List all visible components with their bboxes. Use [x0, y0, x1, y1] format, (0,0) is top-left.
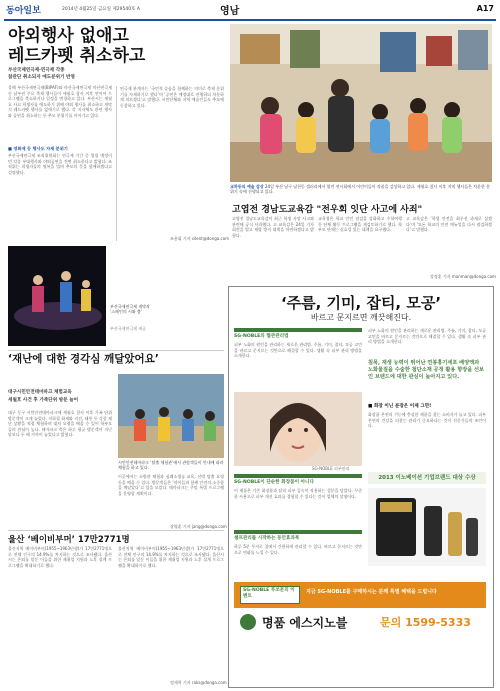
header-rule — [4, 19, 496, 21]
article1-body-b: 부산국제연극제 조직위원회는 연극제 기간 중 열릴 예정이던 각종 부대행사와 야외공연을 전면 취소한다고 밝혔다. 조직위는 희생자들의 명복을 빌며 추모의 뜻을 함께하겠다고 설명했다. — [8, 153, 112, 175]
article2-body-c: 고 교육감은 ‘학생 안전을 최우선 과제로 삼겠다’며 ‘모든 학교의 안전 매뉴얼을 다시 점검하겠다’고 말했다. — [406, 216, 492, 233]
ad-right-box2-body: 화장품 본연의 기능에 충실한 제품을 찾는 소비자가 늘고 있다. 피부 본연의 건강을 되찾는 관리가 중요하다는 것이 전문가들의 조언이다. — [368, 412, 486, 429]
photo-kids-art-gallery-image — [230, 24, 492, 182]
article4-body: 울산지역 베이비부머(1955∼1963년생)가 17만2771명으로 전체 인구의 14.9%를 차지하는 것으로 조사됐다. 울산시는 은퇴를 앞둔 이들을 위한 재취업 지원과 노후 설계 프로그램을 확대하기로 했다. — [8, 546, 112, 568]
photo2-credit: 부산국제연극제 제공 — [110, 326, 147, 331]
photo2-caption: 부산국제연극제 개막작 ‘스페인의 시와 춤’ — [110, 304, 150, 315]
article1-body-c: 연극제 관계자는 ‘국민적 슬픔을 함께하는 의미로 축제 분위기를 자제하기로 했다’며 ‘공연은 예정대로 진행하되 차분하게 치르겠다’고 말했다. 시민단체와 지역 예술인들도 추모에 동참하고 있다. — [120, 86, 224, 108]
ad-award: 2013 이노베이션 기업브랜드 대상 수상 — [368, 472, 486, 484]
ad-box2-body: 이 제품은 기존 화장품과 달리 피부 깊숙이 작용하는 성분을 담았다. 꾸준한 사용으로 피부 개선 효과를 경험할 수 있다는 것이 업체의 설명이다. — [234, 488, 362, 499]
article1-headline — [8, 26, 145, 66]
article3-reporter: 장영훈 기자 jang@donga.com — [170, 524, 227, 529]
photo-theater-performance — [8, 246, 106, 346]
photo1-caption — [230, 184, 492, 196]
ad-coupon-text: 지금 SG-NOBLE를 구매하시는 분께 특별 혜택을 드립니다 — [306, 589, 437, 595]
article3-body-b: 이곳에서는 소방관 체험과 심폐소생술 교육, 선박 탈출 요령 등을 배울 수 있다. 방문객들은 ‘아이들과 함께 안전의 소중함을 깨달았다’고 입을 모았다. 테마파크는 주말 특별 프로그램을 운영할 계획이다. — [118, 474, 224, 496]
ad-box1-body: 피부 노화의 원인을 관리하는 새로운 관리법. 주름, 기미, 잡티, 모공 고민을 바르고 문지르는 것만으로 해결할 수 있다. 생활 속 피부 관리 방법을 소개한다. — [234, 342, 362, 359]
section-title: 영남 — [220, 6, 240, 17]
ad-photo-woman — [234, 392, 362, 466]
article1-subhead-2: 참관단 취소되자 애도분위기 반영 — [8, 75, 75, 80]
ad-box1-caption: SG-NOBLE 피부관리 — [312, 466, 350, 471]
ad-box2-title: SG-NOBLE이 단순한 화장품이 아니다 — [234, 480, 314, 485]
page-number: A17 — [476, 4, 494, 13]
photo-kids-art-gallery — [230, 24, 492, 182]
ad-phone: 문의 1599-5333 — [380, 616, 471, 629]
article1-reporter: 조용휘 기자 silent@donga.com — [170, 236, 230, 241]
article2-reporter: 강정훈 기자 manman@donga.com — [430, 274, 496, 279]
article4-headline: 울산 ‘베이비부머’ 17만2771명 — [8, 535, 130, 545]
article3-top-rule — [8, 350, 224, 351]
article1-bullet: ■ 영화제 등 행사도 자제 분위기 — [8, 146, 68, 151]
article1-headline-line2: 레드카펫 취소하고 — [8, 46, 146, 66]
ad-subhead: 바르고 문지르면 깨끗해진다. — [310, 313, 412, 322]
photo-theater-performance-image — [8, 246, 106, 346]
ad-box3-bar — [234, 530, 362, 534]
ad-logo-icon — [240, 614, 256, 630]
newspaper-brand: 동아일보 — [6, 6, 41, 16]
article4-body-cont: 울산지역 베이비부머(1955∼1963년생)가 17만2771명으로 전체 인구의 14.9%를 차지하는 것으로 조사됐다. 울산시는 은퇴를 앞둔 이들을 위한 재취업 지원과 노후 설계 프로그램을 확대하기로 했다. — [118, 546, 224, 568]
ad-product-photo — [368, 488, 486, 566]
photo-safety-theme-park-image — [118, 374, 224, 458]
article1-body-a: 올해 부산국제연극제(BIPAF)와 마산국제연극제 마산연극제 등 남부권 주요 축제 행사들이 세월호 참사 이후 연이어 프로그램을 축소하거나 일정을 변경하고 있다. 부산시는 세월호 사고 희생자를 애도하기 위해 야외 행사를 취소하고 개막식 레드카펫 행사를 없애기로 했다. 각 지자체도 관련 행사와 공연을 취소하는 등 추모 분위기를 이어가고 있다. — [8, 85, 112, 118]
ad-logo-text: 명품 에스지노블 — [262, 616, 348, 630]
ad-photo-woman-image — [234, 392, 362, 466]
ad-product-image — [368, 488, 486, 566]
ad-box2-bar — [234, 474, 362, 478]
article4-reporter: 정재락 기자 raks@donga.com — [170, 680, 227, 685]
article2-body-a: 고영진 경남도교육감이 최근 학생 사망 사고와 관련해 공식 사과했다. 고 교육감은 24일 기자회견을 열고 재발 방지 대책을 마련하겠다고 밝혔다. — [232, 216, 314, 238]
ad-right-box2-title: ■ 화장 이닌 분장은 이제 그만! — [368, 404, 432, 409]
ad-right-intro: 피부 노화의 원인을 관리하는 새로운 관리법. 주름, 기미, 잡티, 모공 고민을 바르고 문지르는 것만으로 해결할 수 있다. 생활 속 피부 관리 방법을 소개한다. — [368, 328, 486, 345]
ad-box3-title: 셀프관리를 시작하는 동안효과복 — [234, 536, 300, 541]
dateline: 2014년 4월25일 금요일 제29540호 A — [62, 7, 140, 12]
ad-coupon-badge: SG-NOBLE 루쏘문의 이벤트 — [240, 586, 300, 604]
photo-safety-theme-park — [118, 374, 224, 458]
article3-body-a: 대구 동구 시민안전테마파크에 세월호 참사 이후 가족 단위 방문객이 크게 늘었다. 지하철 화재와 지진, 태풍 등 각종 재난 상황을 직접 체험하며 대처 요령을 배울 수 있어 학부모들의 관심이 높다. 테마파크 측은 하루 평균 방문객이 지난달보다 두 배 가까이 늘었다고 밝혔다. — [8, 410, 112, 438]
ad-box1-bar — [234, 328, 362, 332]
article2-headline: 고엽전 경남도교육감 "전우회 잇단 사고에 사죄" — [232, 205, 423, 215]
article3-headline: ‘재난에 대한 경각심 깨달았어요’ — [8, 353, 159, 365]
article1-subhead-1: 부산국제연극제·연극제 각종 — [8, 68, 65, 73]
ad-right-bold: 침묵, 재생 능력이 뛰어난 연봉홍기세포 배양액과 노화물질을 수술한 첨단소재 공정 활용 향장을 선보인 브랜드에 대한 관심이 높아지고 있다. — [368, 360, 485, 380]
ad-box1-title: SG-NOBLE의 혈관관리법 — [234, 334, 289, 339]
ad-headline: ‘주름, 기미, 잡티, 모공’ — [280, 294, 442, 312]
article2-body-b: 교육청은 학교 안전 점검을 강화하고 수학여행 등 단체 활동 프로그램을 재검토하기로 했다. 학부모 단체는 실효성 있는 대책을 요구했다. — [318, 216, 402, 233]
article1-headline-line1: 야외행사 없애고 — [8, 26, 129, 46]
page-header — [0, 0, 500, 20]
photo3-caption: 시민안전테마파크 ‘탈출 체험관’에서 관람객들이 안내에 따라 체험을 하고 있다. — [118, 460, 224, 471]
photo1-caption-title: 교하동의 예술 감상 — [230, 184, 264, 189]
article4-top-rule — [8, 530, 224, 531]
photo1-caption-text: 24일 부산 남구 남천동 갤러리에서 열린 전시회에서 어린이들이 작품을 감상하고 있다. 세월호 참사 이후 지역 행사들은 차분한 분위기 속에 진행되고 있다. — [230, 184, 491, 195]
article3-subhead-2: 세월호 사건 후 가족단위 방문 늘어 — [8, 398, 79, 403]
column-divider — [116, 86, 117, 241]
ad-box3-body: 하루 5분 투자로 집에서 간편하게 관리할 수 있다. 바르고 문지르는 것만으로 변화를 느낄 수 있다. — [234, 544, 362, 555]
article3-subhead-1: 대구시민안전테마파크 체험교육 — [8, 390, 72, 395]
